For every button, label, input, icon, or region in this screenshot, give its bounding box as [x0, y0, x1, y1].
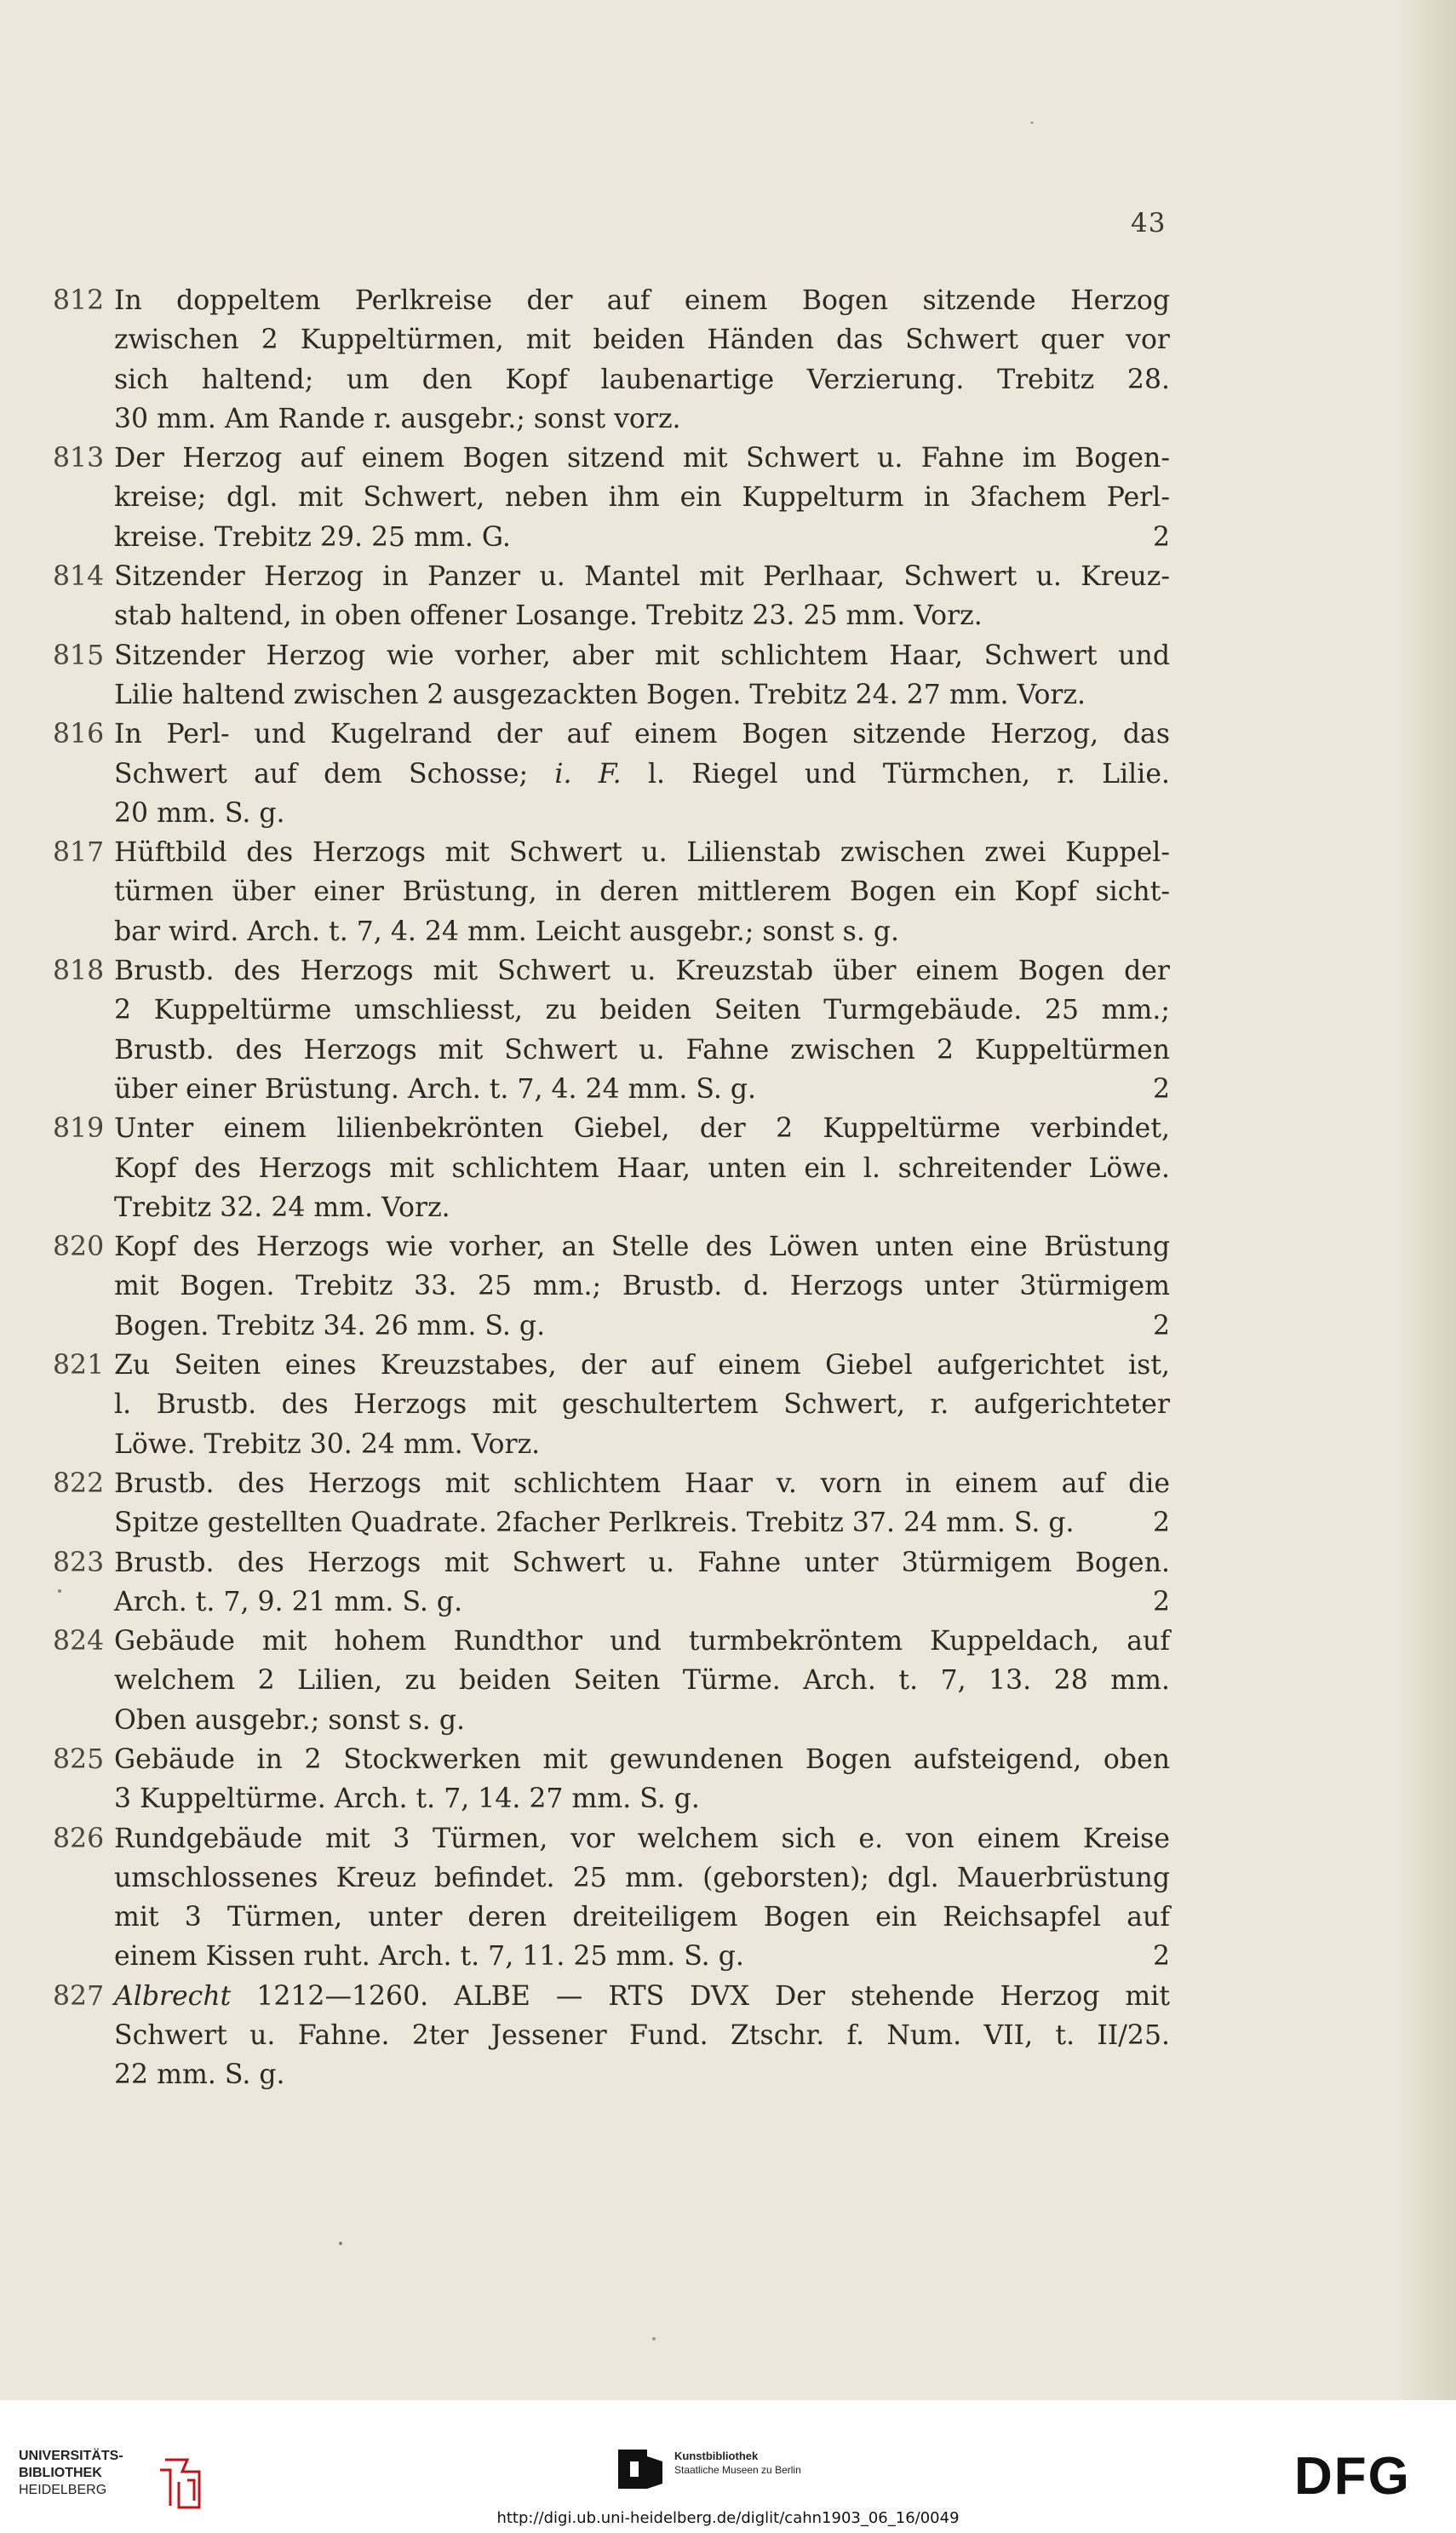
entry-line-text: Rundgebäude mit 3 Türmen, vor welchem sich e. von einem Kreise	[114, 1823, 1170, 1854]
entry-line-text: Spitze gestellten Quadrate. 2facher Perlkreis. Trebitz 37. 24 mm. S. g.	[114, 1508, 1075, 1539]
kunstbibliothek-logo[interactable]	[618, 2444, 891, 2496]
entry-line	[114, 1307, 1170, 1346]
catalogue-entry	[53, 1977, 1170, 2095]
entry-number: 824	[53, 1626, 105, 1657]
entry-count: 2	[1152, 1586, 1170, 1617]
entry-number: 822	[53, 1468, 105, 1499]
ub-emblem-icon	[153, 2453, 213, 2513]
entry-line	[114, 2016, 1170, 2055]
entry-line-text: stab haltend, in oben offener Losange. Trebitz 23. 25 mm. Vorz.	[114, 600, 983, 632]
catalogue-entry	[53, 636, 1170, 715]
ub-heidelberg-logo[interactable]	[19, 2448, 223, 2509]
entry-line-text: In doppeltem Perlkreise der auf einem Bogen sitzende Herzog	[114, 285, 1170, 316]
entry-number: 821	[53, 1350, 105, 1381]
entry-line	[114, 1425, 1170, 1464]
entry-number: 826	[53, 1823, 105, 1854]
entry-line-text: sich haltend; um den Kopf laubenartige Verzierung. Trebitz 28.	[114, 364, 1170, 395]
entry-line	[114, 557, 1170, 596]
ub-line-3: HEIDELBERG	[19, 2483, 107, 2497]
catalogue-entry	[53, 715, 1170, 833]
entry-line-text: 22 mm. S. g.	[114, 2059, 285, 2091]
entry-line-text: mit 3 Türmen, unter deren dreiteiligem Bogen ein Reichsapfel auf	[114, 1902, 1170, 1933]
entry-line-text: Kopf des Herzogs wie vorher, an Stelle des Löwen unten eine Brüstung	[114, 1232, 1170, 1263]
entry-line	[114, 1227, 1170, 1266]
source-url[interactable]: http://digi.ub.uni-heidelberg.de/diglit/cahn1903_06_16/0049	[496, 2509, 960, 2527]
entry-line	[114, 1740, 1170, 1779]
entry-line-text: In Perl- und Kugelrand der auf einem Bogen sitzende Herzog, das	[114, 719, 1170, 750]
catalogue-entry	[53, 951, 1170, 1109]
footer-bar	[0, 2400, 1456, 2533]
page-number: 43	[1131, 208, 1167, 238]
entry-line	[114, 1070, 1170, 1109]
entry-line	[114, 399, 1170, 439]
entry-line-text: l. Brustb. des Herzogs mit geschultertem Schwert, r. aufgerichteter	[114, 1389, 1170, 1421]
entry-number: 812	[53, 285, 105, 316]
entry-line	[114, 1188, 1170, 1227]
entry-line	[114, 1701, 1170, 1740]
entry-line	[114, 1582, 1170, 1622]
entry-line	[114, 833, 1170, 872]
entry-line-text: Unter einem lilienbekrönten Giebel, der 2 Kuppeltürme verbindet,	[114, 1113, 1170, 1145]
entry-line-text: Brustb. des Herzogs mit schlichtem Haar v. vorn in einem auf die	[114, 1468, 1170, 1499]
entry-number: 813	[53, 443, 105, 474]
entry-line	[114, 1977, 1170, 2016]
entry-line	[114, 951, 1170, 991]
entry-number: 816	[53, 719, 105, 750]
entry-line-text: Der Herzog auf einem Bogen sitzend mit Schwert u. Fahne im Bogen-	[114, 443, 1170, 474]
entry-line	[114, 1346, 1170, 1385]
entry-line-text: Albrecht 1212—1260. ALBE — RTS DVX Der stehende Herzog mit	[114, 1980, 1170, 2012]
catalogue-entry	[53, 557, 1170, 636]
entry-line	[114, 281, 1170, 320]
entry-line-text: Arch. t. 7, 9. 21 mm. S. g.	[114, 1586, 463, 1617]
catalogue-entry	[53, 1740, 1170, 1819]
entry-line	[114, 1266, 1170, 1306]
entry-number: 820	[53, 1232, 105, 1263]
entry-line	[114, 1543, 1170, 1582]
catalogue-entry	[53, 1819, 1170, 1977]
entry-count: 2	[1152, 1508, 1170, 1539]
entry-line	[114, 478, 1170, 517]
dfg-logo[interactable]	[1294, 2450, 1437, 2501]
entry-number: 818	[53, 956, 105, 987]
entry-line-text: 3 Kuppeltürme. Arch. t. 7, 14. 27 mm. S. g.	[114, 1783, 700, 1815]
entry-line	[114, 715, 1170, 754]
entry-line-text: Gebäude in 2 Stockwerken mit gewundenen Bogen aufsteigend, oben	[114, 1743, 1170, 1775]
entry-number: 817	[53, 837, 105, 869]
entry-line	[114, 1819, 1170, 1858]
entry-number: 825	[53, 1743, 105, 1775]
entry-line	[114, 1779, 1170, 1818]
entry-number: 814	[53, 561, 105, 593]
catalogue-entry	[53, 1109, 1170, 1227]
entry-line-text: Kopf des Herzogs mit schlichtem Haar, unten ein l. schreitender Löwe.	[114, 1152, 1170, 1184]
entry-line-text: mit Bogen. Trebitz 33. 25 mm.; Brustb. d. Herzogs unter 3türmigem	[114, 1271, 1170, 1302]
entry-line-text: Löwe. Trebitz 30. 24 mm. Vorz.	[114, 1428, 541, 1460]
entry-count: 2	[1152, 1941, 1170, 1973]
entry-line	[114, 991, 1170, 1030]
entry-line	[114, 518, 1170, 557]
entry-line-text: kreise. Trebitz 29. 25 mm. G.	[114, 521, 511, 553]
entry-line	[114, 1031, 1170, 1070]
entry-line-text: Lilie haltend zwischen 2 ausgezackten Bogen. Trebitz 24. 27 mm. Vorz.	[114, 679, 1086, 710]
entry-line-text: einem Kissen ruht. Arch. t. 7, 11. 25 mm. S. g.	[114, 1941, 744, 1973]
entry-number: 815	[53, 640, 105, 671]
catalogue-entry	[53, 439, 1170, 557]
catalogue-entry	[53, 1464, 1170, 1543]
entry-line	[114, 1503, 1170, 1542]
kb-line-1: Kunstbibliothek	[674, 2450, 759, 2462]
entry-line	[114, 320, 1170, 359]
catalogue-entry	[53, 1346, 1170, 1464]
entry-count: 2	[1152, 1310, 1170, 1341]
catalogue-entries	[53, 281, 1170, 2095]
entry-count: 2	[1152, 1073, 1170, 1105]
entry-line	[114, 1858, 1170, 1898]
catalogue-entry	[53, 833, 1170, 951]
entry-line	[114, 636, 1170, 675]
entry-line-text: über einer Brüstung. Arch. t. 7, 4. 24 mm. S. g.	[114, 1073, 757, 1105]
entry-line	[114, 1898, 1170, 1937]
entry-line	[114, 360, 1170, 399]
entry-line	[114, 439, 1170, 478]
entry-line-text: bar wird. Arch. t. 7, 4. 24 mm. Leicht ausgebr.; sonst s. g.	[114, 916, 900, 947]
catalogue-entry	[53, 1227, 1170, 1346]
entry-number: 827	[53, 1980, 105, 2012]
entry-line	[114, 596, 1170, 635]
entry-line	[114, 1464, 1170, 1503]
entry-line	[114, 872, 1170, 911]
entry-line-text: welchem 2 Lilien, zu beiden Seiten Türme. Arch. t. 7, 13. 28 mm.	[114, 1665, 1170, 1697]
entry-line	[114, 1109, 1170, 1148]
entry-line-text: umschlossenes Kreuz befindet. 25 mm. (geborsten); dgl. Mauerbrüstung	[114, 1862, 1170, 1893]
entry-line-text: 30 mm. Am Rande r. ausgebr.; sonst vorz.	[114, 403, 681, 434]
entry-line	[114, 1661, 1170, 1700]
entry-line-text: türmen über einer Brüstung, in deren mittlerem Bogen ein Kopf sicht-	[114, 876, 1170, 908]
kb-line-2: Staatliche Museen zu Berlin	[674, 2464, 801, 2476]
catalogue-entry	[53, 281, 1170, 439]
entry-line	[114, 1149, 1170, 1188]
entry-line	[114, 755, 1170, 794]
entry-number: 819	[53, 1113, 105, 1145]
entry-line	[114, 2055, 1170, 2094]
entry-line-text: Sitzender Herzog wie vorher, aber mit schlichtem Haar, Schwert und	[114, 640, 1170, 671]
entry-line-text: Sitzender Herzog in Panzer u. Mantel mit Perlhaar, Schwert u. Kreuz-	[114, 561, 1170, 593]
entry-line-text: Trebitz 32. 24 mm. Vorz.	[114, 1192, 450, 1223]
entry-count: 2	[1152, 521, 1170, 553]
dfg-logo-text: DFG	[1294, 2450, 1411, 2501]
kunstbibliothek-text	[674, 2450, 801, 2477]
entry-line	[114, 1385, 1170, 1424]
entry-line-text: 20 mm. S. g.	[114, 797, 285, 829]
catalogue-entry	[53, 1622, 1170, 1740]
entry-line-text: Hüftbild des Herzogs mit Schwert u. Lilienstab zwischen zwei Kuppel-	[114, 837, 1170, 869]
catalogue-entry	[53, 1543, 1170, 1623]
entry-line	[114, 912, 1170, 951]
entry-line-text: Brustb. des Herzogs mit Schwert u. Fahne zwischen 2 Kuppeltürmen	[114, 1034, 1170, 1065]
entry-line-text: Schwert auf dem Schosse; i. F. l. Riegel und Türmchen, r. Lilie.	[114, 758, 1170, 790]
entry-number: 823	[53, 1547, 105, 1578]
ub-line-1: UNIVERSITÄTS-	[19, 2449, 123, 2463]
entry-line-text: 2 Kuppeltürme umschliesst, zu beiden Seiten Turmgebäude. 25 mm.;	[114, 995, 1170, 1026]
entry-line-text: zwischen 2 Kuppeltürmen, mit beiden Händen das Schwert quer vor	[114, 325, 1170, 356]
entry-line	[114, 1937, 1170, 1976]
kunstbibliothek-emblem-icon	[618, 2450, 662, 2489]
ub-line-2: BIBLIOTHEK	[19, 2466, 102, 2480]
entry-line-text: Brustb. des Herzogs mit Schwert u. Fahne unter 3türmigem Bogen.	[114, 1547, 1170, 1578]
entry-line-text: Schwert u. Fahne. 2ter Jessener Fund. Ztschr. f. Num. VII, t. II/25.	[114, 2020, 1170, 2052]
entry-line-text: Brustb. des Herzogs mit Schwert u. Kreuzstab über einem Bogen der	[114, 956, 1170, 987]
entry-line-text: Gebäude mit hohem Rundthor und turmbekröntem Kuppeldach, auf	[114, 1626, 1170, 1657]
ub-heidelberg-text	[19, 2448, 123, 2499]
entry-line-text: kreise; dgl. mit Schwert, neben ihm ein Kuppelturm in 3fachem Perl-	[114, 482, 1170, 514]
entry-line	[114, 794, 1170, 833]
entry-line-text: Oben ausgebr.; sonst s. g.	[114, 1704, 465, 1736]
entry-line	[114, 1622, 1170, 1661]
entry-line-text: Zu Seiten eines Kreuzstabes, der auf einem Giebel aufgerichtet ist,	[114, 1350, 1170, 1381]
entry-line-text: Bogen. Trebitz 34. 26 mm. S. g.	[114, 1310, 546, 1341]
entry-line	[114, 675, 1170, 715]
